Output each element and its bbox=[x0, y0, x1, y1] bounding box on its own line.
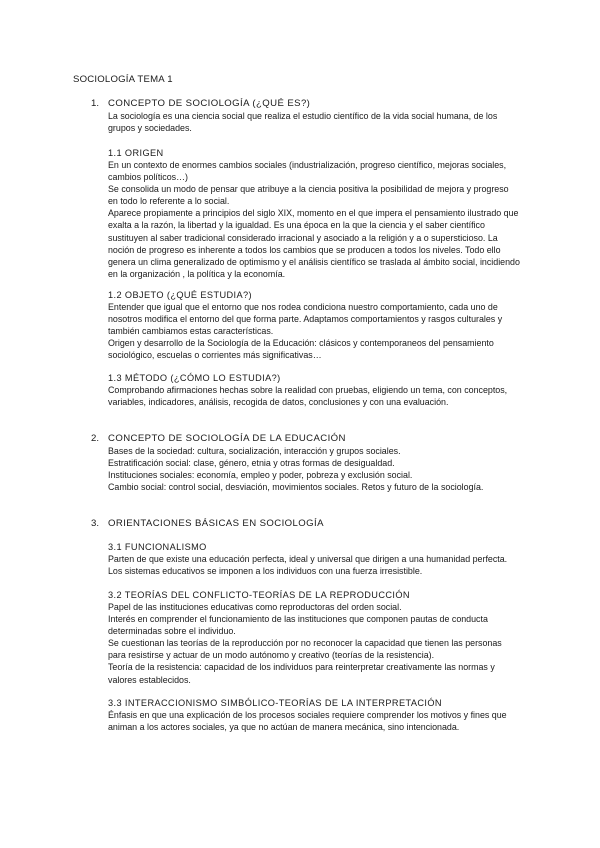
subsection-1-1 bbox=[108, 147, 520, 280]
section-title: ORIENTACIONES BÁSICAS EN SOCIOLOGÍA bbox=[108, 518, 324, 529]
paragraph: Interés en comprender el funcionamiento de las instituciones que componen pautas de conducta determinadas sobre el individuo. bbox=[108, 614, 488, 637]
document-title: SOCIOLOGÍA TEMA 1 bbox=[73, 74, 173, 85]
paragraph: En un contexto de enormes cambios sociales (industrialización, progreso científico, mejoras sociales, cambios políticos…) bbox=[108, 160, 507, 183]
list-item: Estratificación social: clase, género, etnia y otras formas de desigualdad. bbox=[108, 458, 395, 469]
list-item: Cambio social: control social, desviación, movimientos sociales. Retos y futuro de la sociología. bbox=[108, 482, 484, 493]
paragraph: Énfasis en que una explicación de los procesos sociales requiere comprender los motivos y fines que animan a los actores sociales, ya que no actúan de manera mecánica, sino intencionada. bbox=[108, 710, 507, 733]
subsection-1-2 bbox=[108, 289, 520, 361]
paragraph: Parten de que existe una educación perfecta, ideal y universal que dirigen a una humanidad perfecta. Los sistemas educativos se imponen a los individuos con una fuerza irresistible. bbox=[108, 554, 508, 577]
paragraph: Comprobando afirmaciones hechas sobre la realidad con pruebas, eligiendo un tema, con conceptos, variables, indicadores, análisis, recogida de datos, conclusiones y con una evaluación. bbox=[108, 385, 508, 408]
subsection-title: 3.2 TEORÍAS DEL CONFLICTO-TEORÍAS DE LA REPRODUCCIÓN bbox=[108, 590, 410, 600]
paragraph: Papel de las instituciones educativas como reproductoras del orden social. bbox=[108, 602, 402, 612]
subsection-title: 3.3 INTERACCIONISMO SIMBÓLICO-TEORÍAS DE LA INTERPRETACIÓN bbox=[108, 698, 442, 708]
section-title: CONCEPTO DE SOCIOLOGÍA (¿QUÉ ES?) bbox=[108, 98, 311, 109]
subsection-3-1 bbox=[108, 541, 520, 577]
paragraph: Se consolida un modo de pensar que atribuye a la ciencia positiva la posibilidad de mejora y progreso en todo lo referente a lo social. bbox=[108, 184, 509, 207]
subsection-title: 1.1 ORIGEN bbox=[108, 148, 164, 158]
list-item: Bases de la sociedad: cultura, socialización, interacción y grupos sociales. bbox=[108, 446, 401, 456]
subsection-title: 3.1 FUNCIONALISMO bbox=[108, 542, 207, 552]
subsection-3-3 bbox=[108, 697, 520, 733]
subsection-3-2 bbox=[108, 589, 520, 686]
paragraph: Origen y desarrollo de la Sociología de la Educación: clásicos y contemporaneos del pensamiento sociológico, escuelas o corrientes más significativas… bbox=[108, 338, 494, 361]
section-number: 2. bbox=[91, 433, 100, 444]
section-2-lines bbox=[108, 445, 520, 493]
section-number: 1. bbox=[91, 98, 100, 109]
subsection-title: 1.3 MÉTODO (¿CÓMO LO ESTUDIA?) bbox=[108, 373, 281, 383]
section-1-intro bbox=[108, 110, 520, 134]
paragraph: Se cuestionan las teorías de la reproducción por no reconocer la capacidad que tienen las personas para resistirse y actuar de un modo autónomo y creativo (teorías de la resistencia). bbox=[108, 638, 502, 661]
section-number: 3. bbox=[91, 518, 100, 529]
paragraph: La sociología es una ciencia social que realiza el estudio científico de la vida social humana, de los grupos y sociedades. bbox=[108, 111, 498, 134]
paragraph: Entender que igual que el entorno que nos rodea condiciona nuestro comportamiento, cada uno de nosotros modifica el entorno del que forma parte. Adaptamos comportamientos y rasgos culturales y también cambiamos estas características. bbox=[108, 302, 503, 337]
subsection-1-3 bbox=[108, 372, 520, 408]
paragraph: Aparece propiamente a principios del siglo XIX, momento en el que impera el pensamiento ilustrado que exalta a la razón, la libertad y la igualdad. Es una época en la que la ciencia y el saber científico sustituyen al saber tradicional considerado irracional y asociado a la religión y a o supersticioso. La noción de progreso es inherente a todos los cambios que se producen a todos los niveles. Todo ello genera un clima generalizado de optimismo y el análisis científico se traslada al ámbito social, incidiendo en la organización , la política y la economía. bbox=[108, 208, 520, 279]
section-title: CONCEPTO DE SOCIOLOGÍA DE LA EDUCACIÓN bbox=[108, 433, 346, 444]
subsection-title: 1.2 OBJETO (¿QUÉ ESTUDIA?) bbox=[108, 290, 252, 300]
paragraph: Teoría de la resistencia: capacidad de los individuos para reinterpretar creativamente las normas y valores establecidos. bbox=[108, 662, 495, 685]
list-item: Instituciones sociales: economía, empleo y poder, pobreza y exclusión social. bbox=[108, 470, 413, 481]
